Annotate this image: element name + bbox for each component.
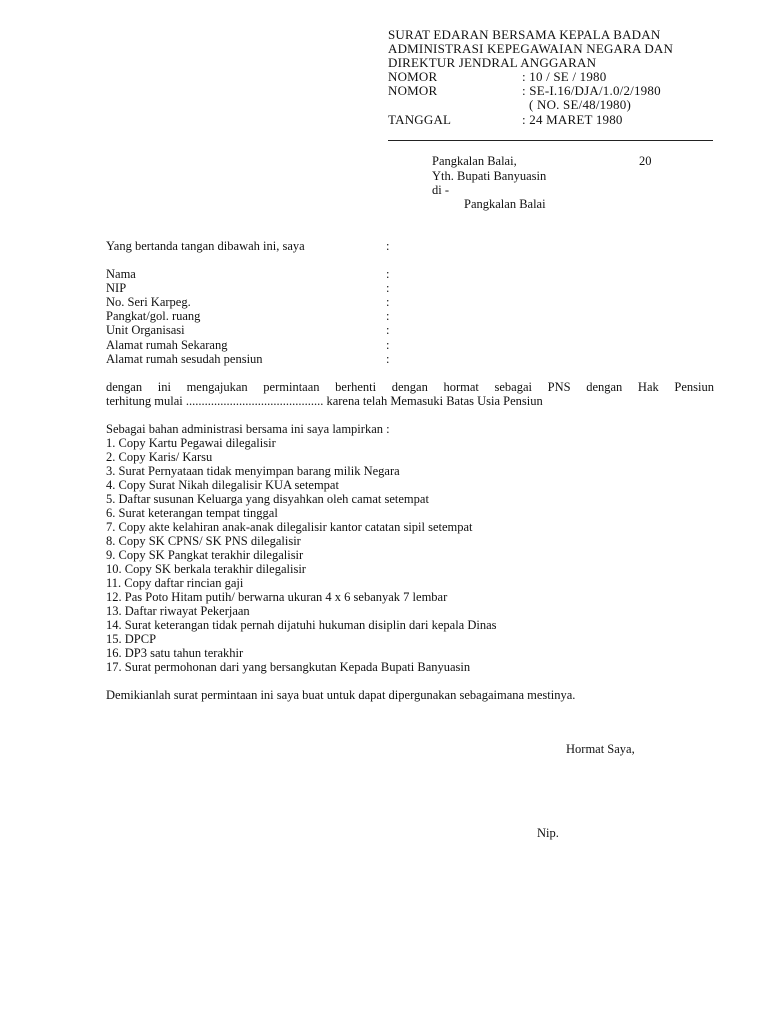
list-item: 13. Daftar riwayat Pekerjaan <box>106 604 250 618</box>
nip-label: Nip. <box>537 826 559 840</box>
ref-value: : 10 / SE / 1980 <box>522 69 607 84</box>
request-line: terhitung mulai ............................................ karena telah Memasuki Batas Usia Pensiun <box>106 394 543 408</box>
ref-label: NOMOR <box>388 69 438 84</box>
header-line: ADMINISTRASI KEPEGAWAIAN NEGARA DAN <box>388 41 674 56</box>
header-divider <box>388 140 713 141</box>
field-colon: : <box>386 295 390 309</box>
list-item: 15. DPCP <box>106 632 157 646</box>
place-date: Pangkalan Balai, <box>432 154 517 168</box>
di-label: di - <box>432 183 450 197</box>
ref-label: TANGGAL <box>388 112 452 127</box>
closing-statement: Demikianlah surat permintaan ini saya buat untuk dapat dipergunakan sebagaimana mestinya. <box>106 688 576 702</box>
list-item: 16. DP3 satu tahun terakhir <box>106 646 244 660</box>
intro-label: Yang bertanda tangan dibawah ini, saya <box>106 239 305 253</box>
list-item: 2. Copy Karis/ Karsu <box>106 450 213 464</box>
field-label-alamat-sekarang: Alamat rumah Sekarang <box>106 338 228 352</box>
field-label-nama: Nama <box>106 267 136 281</box>
field-colon: : <box>386 338 390 352</box>
list-item: 11. Copy daftar rincian gaji <box>106 576 244 590</box>
list-item: 4. Copy Surat Nikah dilegalisir KUA setempat <box>106 478 339 492</box>
field-label-pangkat: Pangkat/gol. ruang <box>106 309 201 323</box>
field-colon: : <box>386 267 390 281</box>
field-label-alamat-pensiun: Alamat rumah sesudah pensiun <box>106 352 263 366</box>
ref-value: ( NO. SE/48/1980) <box>529 97 631 112</box>
salutation: Hormat Saya, <box>566 742 635 756</box>
ref-label: NOMOR <box>388 83 438 98</box>
list-item: 9. Copy SK Pangkat terakhir dilegalisir <box>106 548 304 562</box>
list-item: 12. Pas Poto Hitam putih/ berwarna ukuran 4 x 6 sebanyak 7 lembar <box>106 590 448 604</box>
list-item: 14. Surat keterangan tidak pernah dijatuhi hukuman disiplin dari kepala Dinas <box>106 618 497 632</box>
list-item: 6. Surat keterangan tempat tinggal <box>106 506 278 520</box>
ref-value: : SE-I.16/DJA/1.0/2/1980 <box>522 83 661 98</box>
recipient: Yth. Bupati Banyuasin <box>432 169 547 183</box>
field-colon: : <box>386 323 390 337</box>
recipient-location: Pangkalan Balai <box>464 197 546 211</box>
field-label-nip: NIP <box>106 281 127 295</box>
header-line: DIREKTUR JENDRAL ANGGARAN <box>388 55 597 70</box>
list-item: 17. Surat permohonan dari yang bersangkutan Kepada Bupati Banyuasin <box>106 660 471 674</box>
field-label-karpeg: No. Seri Karpeg. <box>106 295 191 309</box>
list-item: 1. Copy Kartu Pegawai dilegalisir <box>106 436 276 450</box>
list-item: 7. Copy akte kelahiran anak-anak dilegalisir kantor catatan sipil setempat <box>106 520 473 534</box>
list-item: 8. Copy SK CPNS/ SK PNS dilegalisir <box>106 534 301 548</box>
field-label-unit: Unit Organisasi <box>106 323 185 337</box>
field-colon: : <box>386 281 390 295</box>
list-item: 5. Daftar susunan Keluarga yang disyahkan oleh camat setempat <box>106 492 429 506</box>
field-colon: : <box>386 309 390 323</box>
ref-value: : 24 MARET 1980 <box>522 112 623 127</box>
field-colon: : <box>386 352 390 366</box>
list-item: 3. Surat Pernyataan tidak menyimpan barang milik Negara <box>106 464 400 478</box>
list-item: 10. Copy SK berkala terakhir dilegalisir <box>106 562 306 576</box>
header-line: SURAT EDARAN BERSAMA KEPALA BADAN <box>388 27 661 42</box>
year: 20 <box>639 154 652 168</box>
intro-colon: : <box>386 239 390 253</box>
request-line: dengan ini mengajukan permintaan berhenti dengan hormat sebagai PNS dengan Hak Pensiun <box>106 380 714 394</box>
attachments-intro: Sebagai bahan administrasi bersama ini saya lampirkan : <box>106 422 390 436</box>
